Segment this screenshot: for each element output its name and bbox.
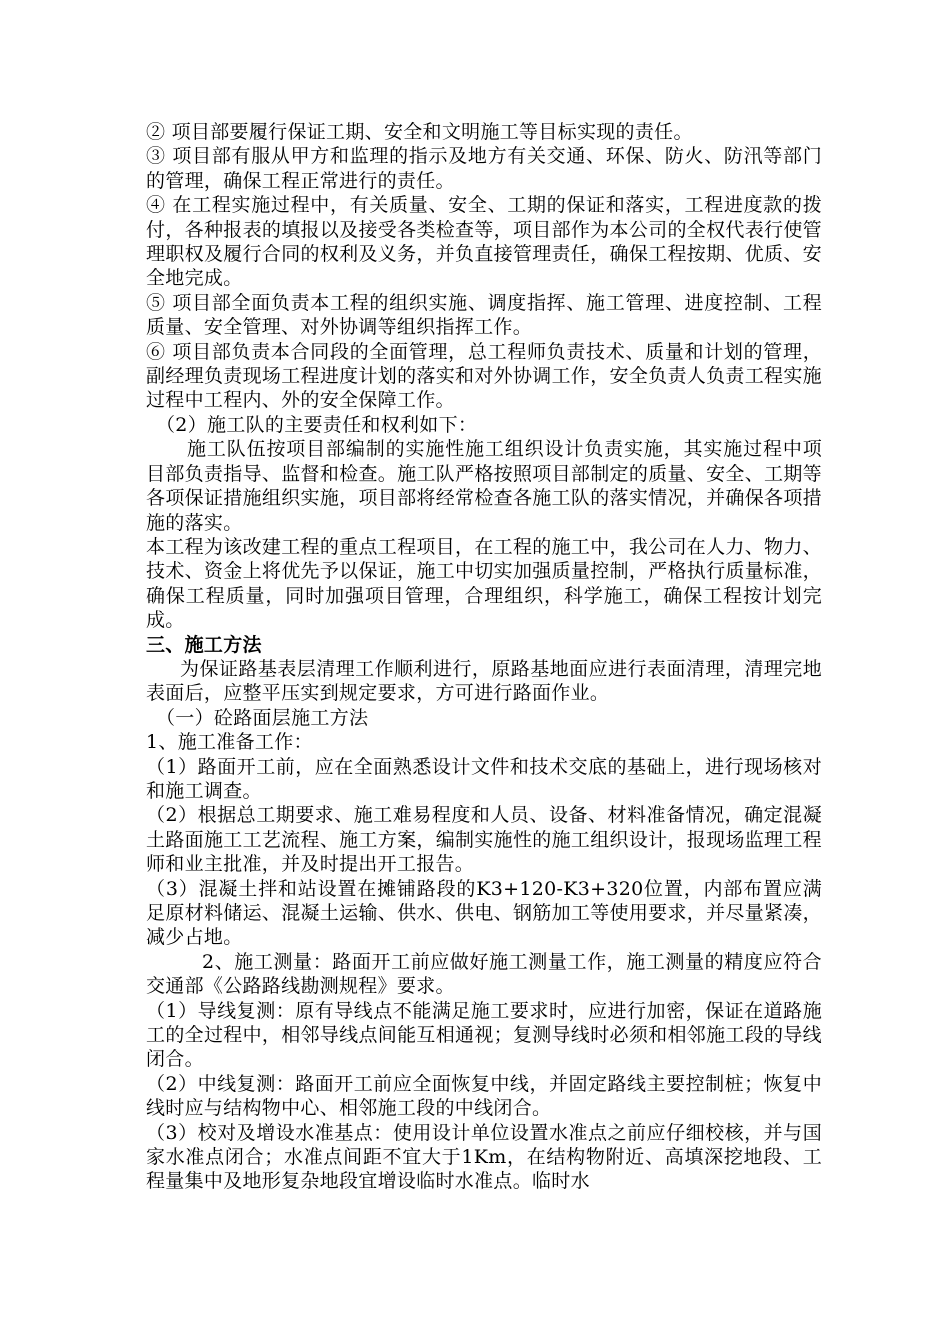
- subheading-pavement-methods: （一）砼路面层施工方法: [156, 706, 369, 729]
- paragraph-survey-2: （2）中线复测：路面开工前应全面恢复中线，并固定路线主要控制桩；恢复中线时应与结构物中心、相邻施工段的中线闭合。: [146, 1072, 822, 1120]
- paragraph-item-5: ⑤ 项目部全面负责本工程的组织实施、调度指挥、施工管理、进度控制、工程质量、安全管理、对外协调等组织指挥工作。: [146, 291, 822, 339]
- paragraph-item-3: ③ 项目部有服从甲方和监理的指示及地方有关交通、环保、防火、防汛等部门的管理，确保工程正常进行的责任。: [146, 145, 822, 192]
- paragraph-prep-2: （2）根据总工期要求、施工难易程度和人员、设备、材料准备情况，确定混凝土路面施工工艺流程、施工方案，编制实施性的施工组织设计，报现场监理工程师和业主批准，并及时提出开工报告。: [146, 804, 822, 876]
- paragraph-survey: 2、施工测量：路面开工前应做好施工测量工作，施工测量的精度应符合交通部《公路路线勘测规程》要求。: [146, 950, 822, 998]
- subheading-team-duties: （2）施工队的主要责任和权利如下：: [156, 413, 478, 436]
- paragraph-item-2: ② 项目部要履行保证工期、安全和文明施工等目标实现的责任。: [146, 121, 693, 143]
- paragraph-team-duties: 施工队伍按项目部编制的实施性施工组织设计负责实施，其实施过程中项目部负责指导、监督和检查。施工队严格按照项目部制定的质量、安全、工期等各项保证措施组织实施，项目部将经常检查各施工队的落实情况，并确保各项措施的落实。: [146, 438, 822, 534]
- paragraph-survey-1: （1）导线复测：原有导线点不能满足施工要求时，应进行加密，保证在道路施工的全过程中，相邻导线点间能互相通视；复测导线时必须和相邻施工段的导线闭合。: [146, 999, 822, 1071]
- paragraph-prep-3: （3）混凝土拌和站设置在摊铺路段的K3+120-K3+320位置，内部布置应满足原材料储运、混凝土运输、供水、供电、钢筋加工等使用要求，并尽量紧凑，减少占地。: [146, 877, 822, 949]
- document-body: [146, 120, 822, 1194]
- section-heading-methods: 三、施工方法: [146, 633, 262, 656]
- paragraph-survey-3: （3）校对及增设水准基点：使用设计单位设置水准点之前应仔细校核，并与国家水准点闭合；水准点间距不宜大于1Km，在结构物附近、高填深挖地段、工程量集中及地形复杂地段宜增设临时水准点。临时水: [146, 1121, 822, 1193]
- paragraph-item-4: ④ 在工程实施过程中，有关质量、安全、工期的保证和落实，工程进度款的拨付，各种报表的填报以及接受各类检查等，项目部作为本公司的全权代表行使管理职权及履行合同的权利及义务，并负直接管理责任，确保工程按期、优质、安全地完成。: [146, 194, 822, 290]
- paragraph-surface-clearing: 为保证路基表层清理工作顺利进行，原路基地面应进行表面清理，清理完地表面后，应整平压实到规定要求，方可进行路面作业。: [146, 657, 822, 705]
- paragraph-item-6: ⑥ 项目部负责本合同段的全面管理，总工程师负责技术、质量和计划的管理，副经理负责现场工程进度计划的落实和对外协调工作，安全负责人负责工程实施过程中工程内、外的安全保障工作。: [146, 340, 822, 412]
- paragraph-prep-1: （1）路面开工前，应在全面熟悉设计文件和技术交底的基础上，进行现场核对和施工调查。: [146, 755, 822, 802]
- paragraph-priority: 本工程为该改建工程的重点工程项目，在工程的施工中，我公司在人力、物力、技术、资金上将优先予以保证，施工中切实加强质量控制，严格执行质量标准，确保工程质量，同时加强项目管理，合理组织，科学施工，确保工程按计划完成。: [146, 535, 822, 632]
- subheading-preparation: 1、施工准备工作：: [146, 731, 313, 754]
